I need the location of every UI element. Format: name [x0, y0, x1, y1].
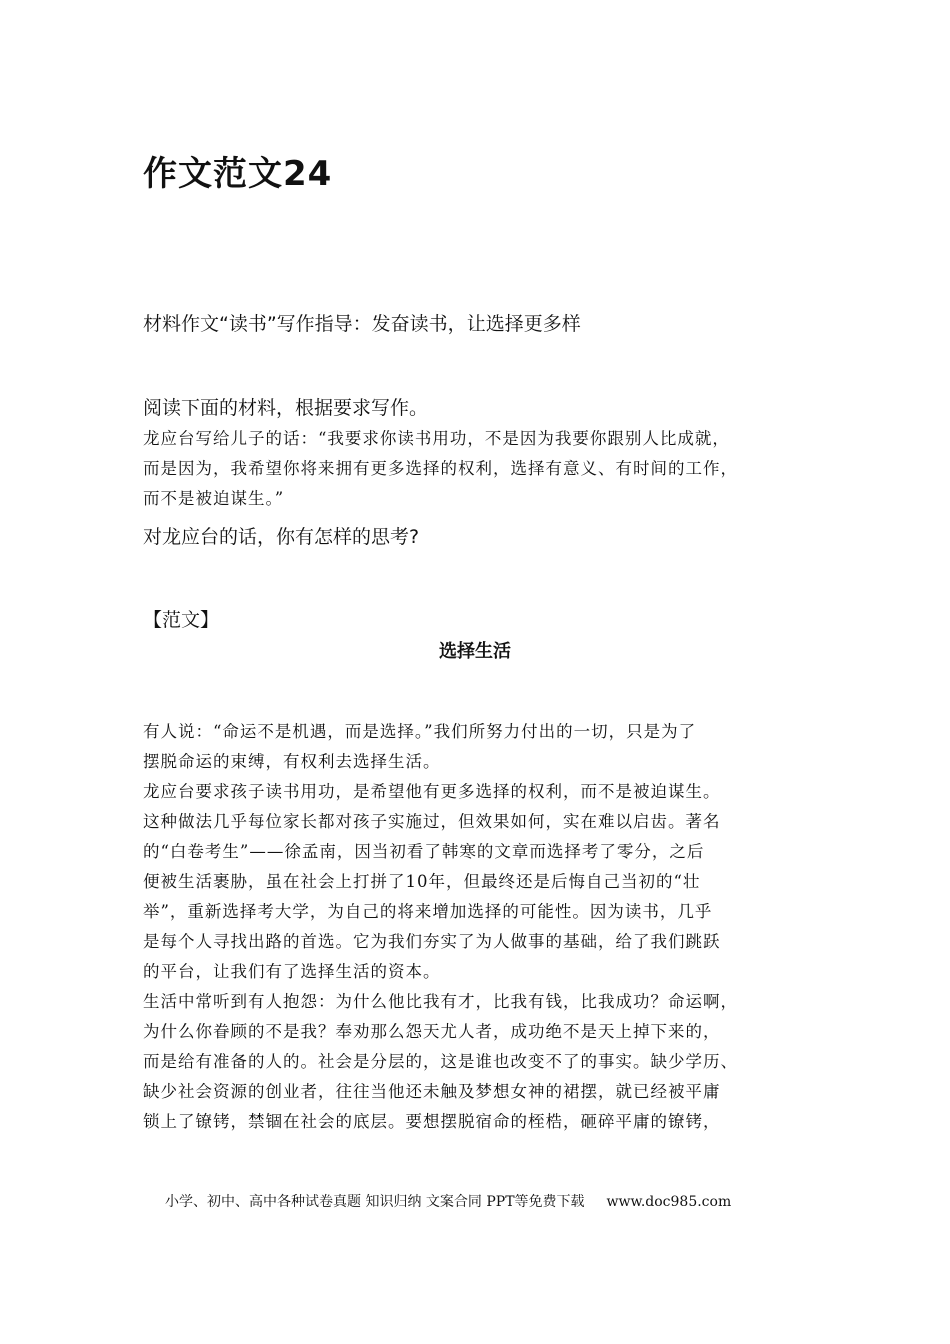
essay-line: 而是给有准备的人的。社会是分层的，这是谁也改变不了的事实。缺少学历、 [143, 1052, 738, 1071]
essay-line: 的“白卷考生”——徐孟南，因当初看了韩寒的文章而选择考了零分，之后 [143, 842, 705, 861]
essay-line: 锁上了镣铐，禁锢在社会的底层。要想摆脱宿命的桎梏，砸碎平庸的镣铐， [143, 1112, 721, 1131]
essay-line: 举”，重新选择考大学，为自己的将来增加选择的可能性。因为读书，几乎 [143, 902, 713, 921]
essay-line: 这种做法几乎每位家长都对孩子实施过，但效果如何，实在难以启齿。著名 [143, 812, 721, 831]
essay-line: 便被生活裹胁，虽在社会上打拼了10年，但最终还是后悔自己当初的“壮 [143, 872, 701, 891]
subheading: 材料作文“读书”写作指导：发奋读书，让选择更多样 [143, 313, 581, 335]
quote-line: 而不是被迫谋生。” [143, 489, 285, 508]
essay-line: 为什么你眷顾的不是我？奉劝那么怨天尤人者，成功绝不是天上掉下来的， [143, 1022, 721, 1041]
essay-line: 有人说：“命运不是机遇，而是选择。”我们所努力付出的一切，只是为了 [143, 722, 697, 741]
essay-line: 龙应台要求孩子读书用功，是希望他有更多选择的权利，而不是被迫谋生。 [143, 782, 721, 801]
essay-line: 的平台，让我们有了选择生活的资本。 [143, 962, 441, 981]
document-title: 作文范文24 [143, 154, 333, 194]
quote-line: 而是因为，我希望你将来拥有更多选择的权利，选择有意义、有时间的工作， [143, 459, 738, 478]
footer-url[interactable]: www.doc985.com [606, 1194, 732, 1210]
prompt-intro: 阅读下面的材料，根据要求写作。 [143, 397, 429, 419]
essay-line: 摆脱命运的束缚，有权利去选择生活。 [143, 752, 441, 771]
essay-title: 选择生活 [439, 641, 511, 662]
page-footer [165, 1191, 731, 1211]
sample-label: 【范文】 [143, 609, 220, 631]
footer-text: 小学、初中、高中各种试卷真题 知识归纳 文案合同 PPT等免费下载 [165, 1194, 585, 1210]
quote-line: 龙应台写给儿子的话：“我要求你读书用功，不是因为我要你跟别人比成就， [143, 429, 730, 448]
essay-body [143, 717, 818, 1137]
essay-line: 缺少社会资源的创业者，往往当他还未触及梦想女神的裙摆，就已经被平庸 [143, 1082, 721, 1101]
essay-line: 生活中常听到有人抱怨：为什么他比我有才，比我有钱，比我成功？命运啊， [143, 992, 738, 1011]
prompt-question: 对龙应台的话，你有怎样的思考? [143, 526, 420, 548]
material-quote [143, 424, 823, 514]
essay-line: 是每个人寻找出路的首选。它为我们夯实了为人做事的基础，给了我们跳跃 [143, 932, 721, 951]
